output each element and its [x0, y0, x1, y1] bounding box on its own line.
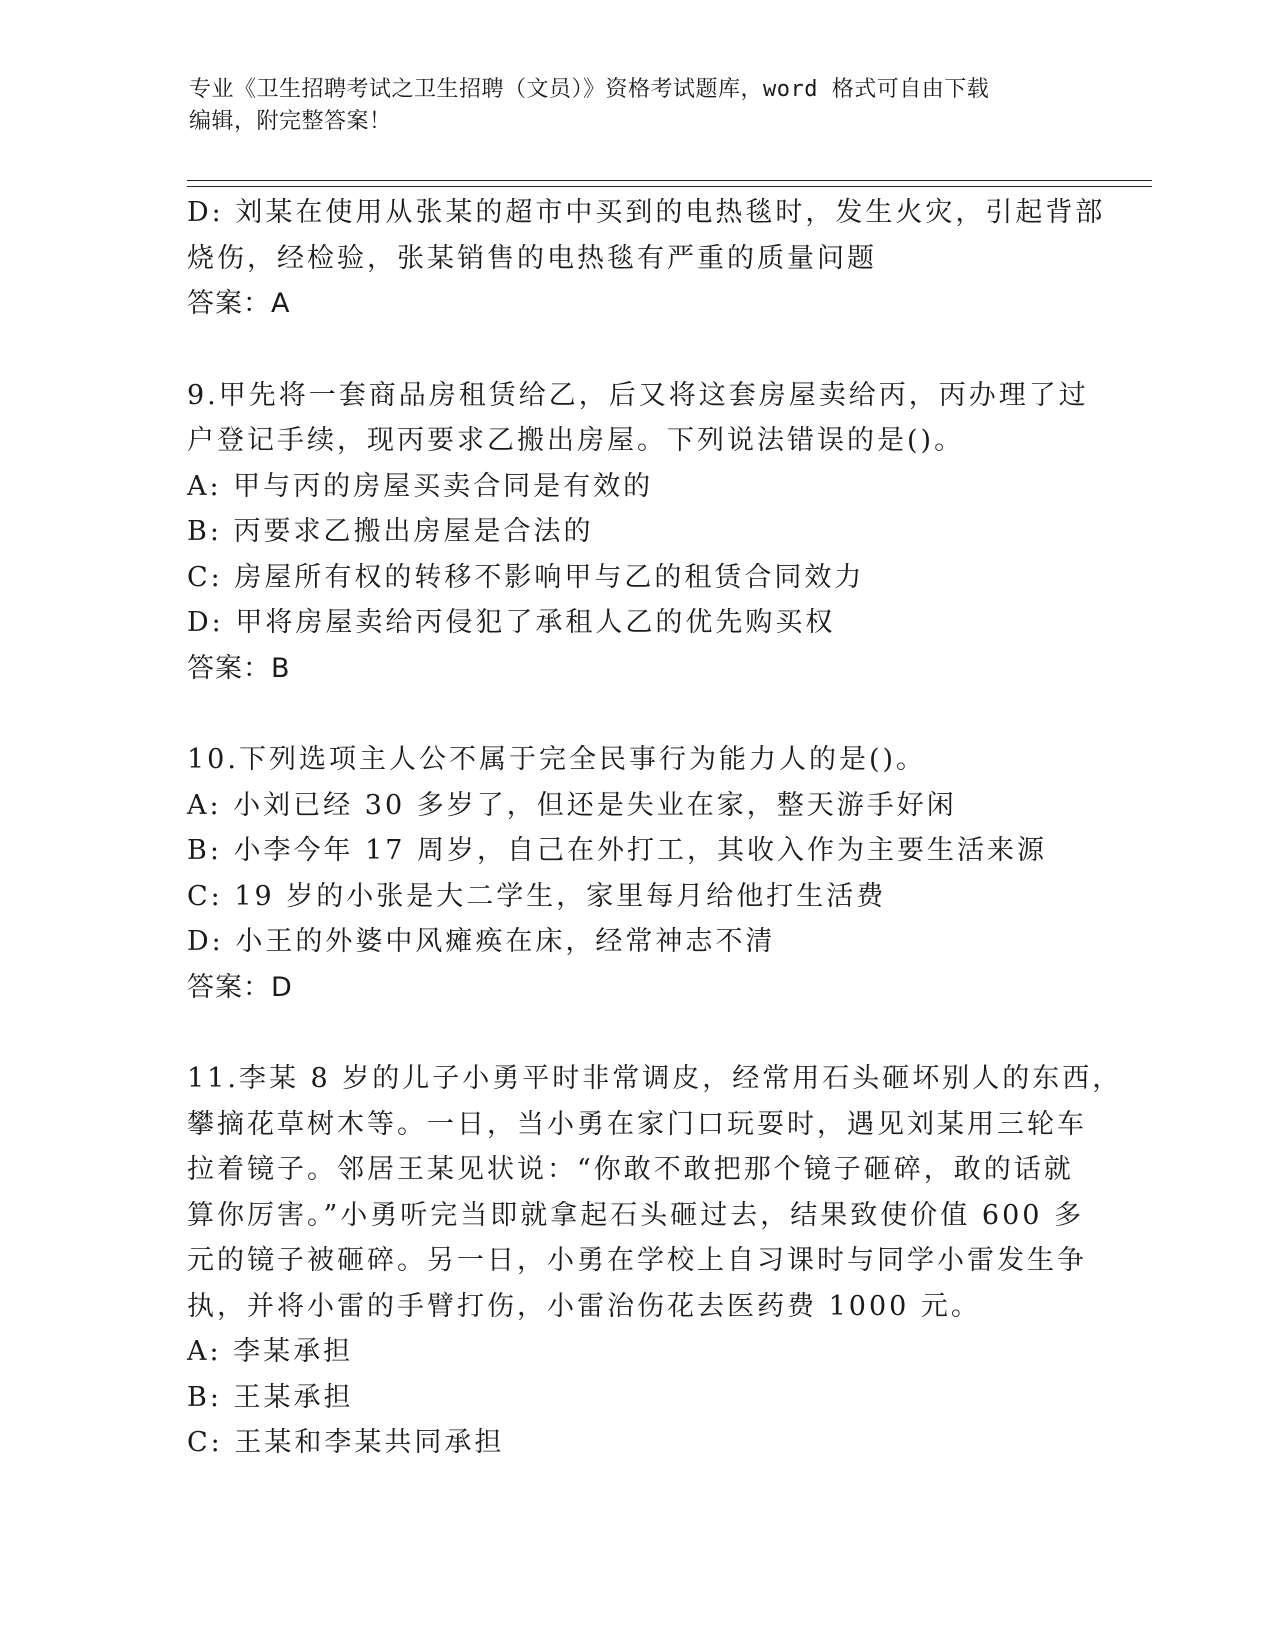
question-content: [187, 190, 1123, 1466]
spacer: [187, 1010, 1087, 1056]
question-stem-line-6: 执，并将小雷的手臂打伤，小雷治伤花去医药费 1000 元。: [187, 1290, 981, 1322]
question-9: [187, 373, 1087, 692]
header-line-2: 编辑，附完整答案！: [189, 109, 392, 134]
answer-label: 答案：A: [187, 288, 291, 319]
question-stem-line-3: 拉着镜子。邻居王某见状说：“你敢不敢把那个镜子砸碎，敢的话就: [187, 1154, 1074, 1185]
question-stem-line-2: 攀摘花草树木等。一日，当小勇在家门口玩耍时，遇见刘某用三轮车: [187, 1108, 1087, 1140]
option-c: C: 19 岁的小张是大二学生，家里每月给他打生活费: [187, 880, 887, 912]
option-a: A: 甲与丙的房屋买卖合同是有效的: [187, 470, 654, 502]
header-divider-top: [187, 180, 1152, 181]
question-stem-line-1: 11.李某 8 岁的儿子小勇平时非常调皮，经常用石头砸坏别人的东西，: [187, 1063, 1123, 1094]
answer-label: 答案：B: [187, 652, 291, 684]
option-b: B: 王某承担: [187, 1381, 354, 1413]
question-stem-line-1: 10.下列选项主人公不属于完全民事行为能力人的是()。: [187, 744, 927, 775]
question-11: [187, 1056, 1123, 1466]
option-a: A: 小刘已经 30 多岁了，但还是失业在家，整天游手好闲: [187, 789, 957, 821]
question-10: [187, 737, 1087, 1010]
spacer: [187, 327, 1087, 373]
question-stem-line-5: 元的镜子被砸碎。另一日，小勇在学校上自习课时与同学小雷发生争: [187, 1245, 1087, 1276]
option-d-line-2: 烧伤，经检验，张某销售的电热毯有严重的质量问题: [187, 242, 877, 274]
option-b: B: 小李今年 17 周岁，自己在外打工，其收入作为主要生活来源: [187, 835, 1048, 866]
document-header: [189, 74, 1089, 138]
option-c: C: 房屋所有权的转移不影响甲与乙的租赁合同效力: [187, 561, 865, 593]
option-d: D: 甲将房屋卖给丙侵犯了承租人乙的优先购买权: [187, 607, 836, 638]
question-stem-line-1: 9.甲先将一套商品房租赁给乙，后又将这套房屋卖给丙，丙办理了过: [187, 379, 1089, 411]
header-divider-bottom: [187, 186, 1152, 187]
option-c: C: 王某和李某共同承担: [187, 1427, 505, 1458]
header-line-1: 专业《卫生招聘考试之卫生招聘（文员）》资格考试题库，word 格式可自由下载: [189, 77, 990, 102]
option-d: D: 小王的外婆中风瘫痪在床，经常神志不清: [187, 926, 776, 957]
previous-question-tail: [187, 190, 1106, 327]
option-a: A: 李某承担: [187, 1336, 354, 1367]
answer-label: 答案：D: [187, 971, 293, 1003]
option-d-line-1: D: 刘某在使用从张某的超市中买到的电热毯时，发生火灾，引起背部: [187, 197, 1106, 228]
option-b: B: 丙要求乙搬出房屋是合法的: [187, 516, 594, 547]
question-stem-line-4: 算你厉害。”小勇听完当即就拿起石头砸过去，结果致使价值 600 多: [187, 1199, 1085, 1231]
question-stem-line-2: 户登记手续，现丙要求乙搬出房屋。下列说法错误的是()。: [187, 425, 965, 456]
spacer: [187, 691, 1087, 737]
